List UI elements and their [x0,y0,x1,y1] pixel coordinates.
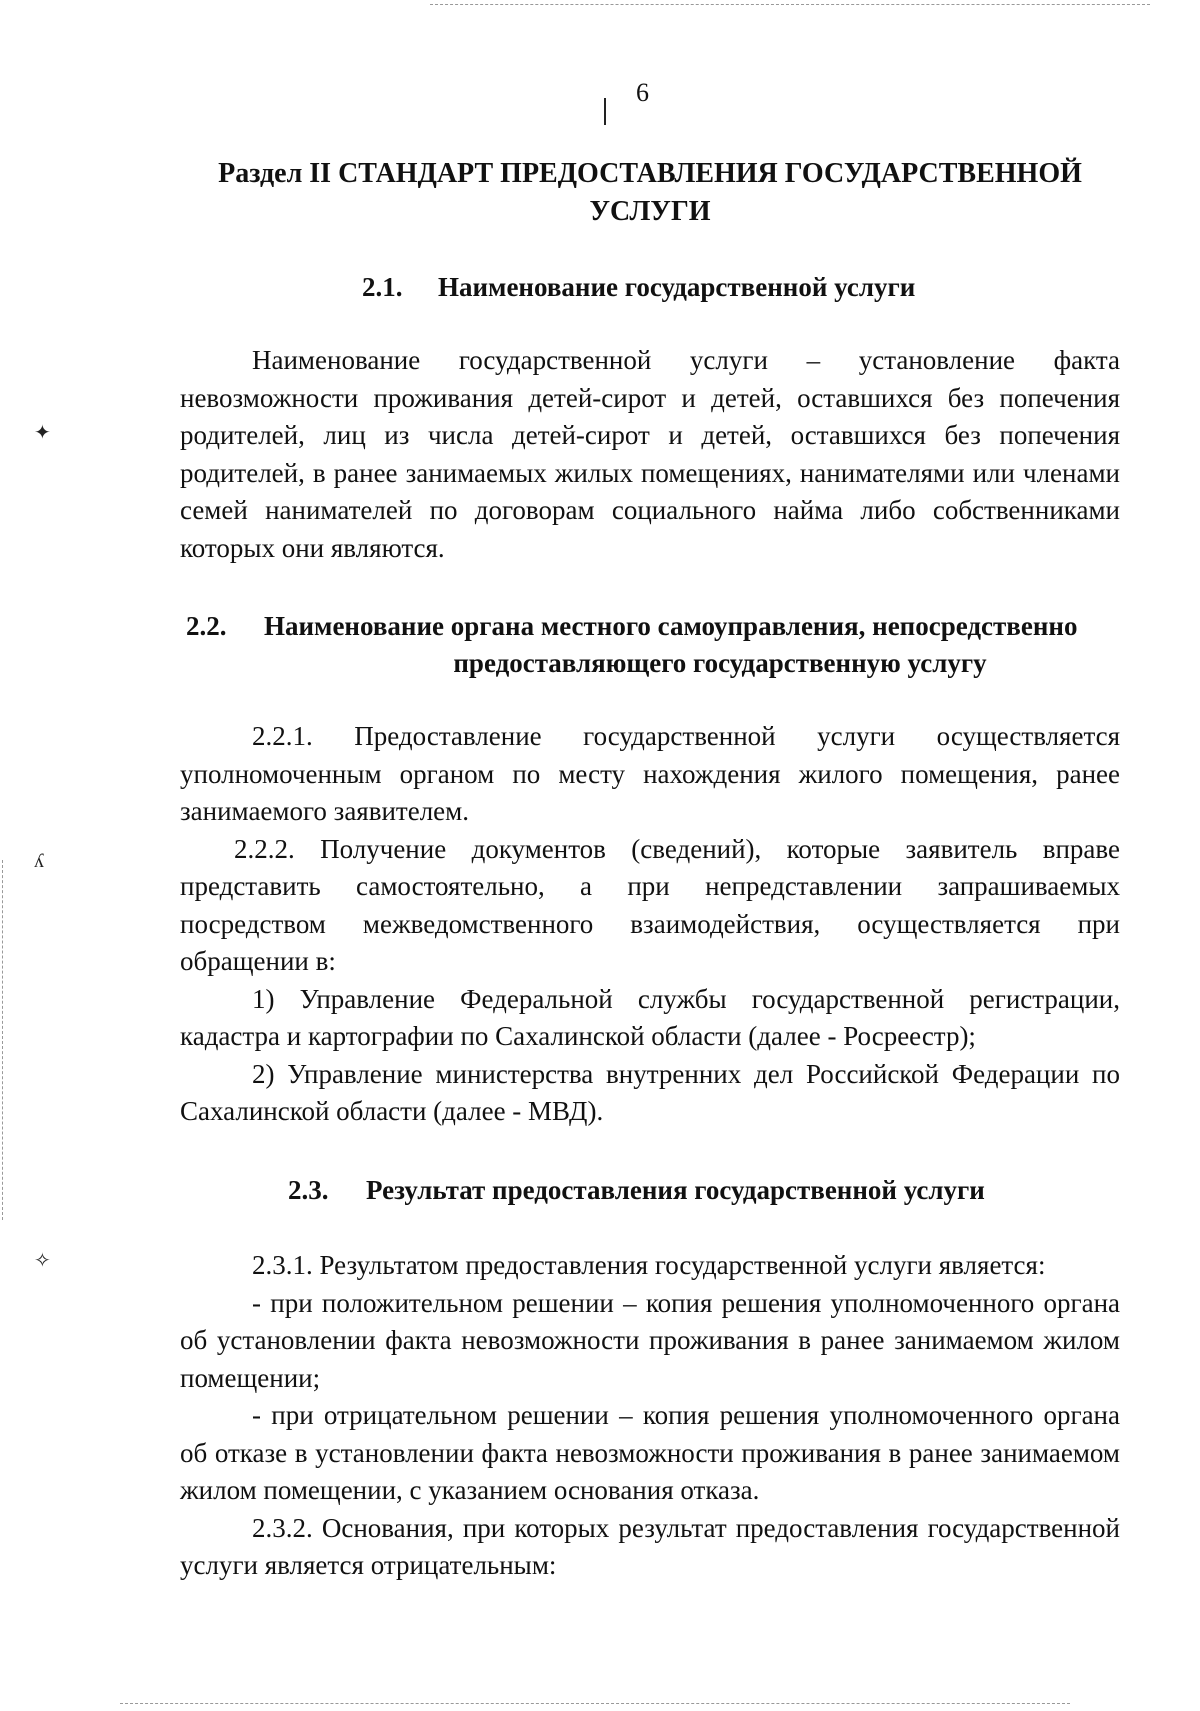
heading-2-2-title-line2: предоставляющего государственную услугу [453,648,987,678]
heading-2-3-title: Результат предоставления государственной услуги [366,1175,985,1205]
paragraph-2-3-4: 2.3.2. Основания, при которых результат предоставления государственной услуги является отрицательным: [180,1512,1120,1580]
heading-2-1-number: 2.1. [362,272,403,302]
paragraph-2-2-1: 2.2.1. Предоставление государственной услуги осуществляется уполномоченным органом по месту нахождения жилого помещения, ранее занимаемого заявителем. [180,721,1120,826]
scan-speck: ✧ [34,1250,51,1272]
scan-speck: ʎ [34,850,44,872]
section-2-2-body [180,718,1120,1131]
heading-2-3-number: 2.3. [288,1175,329,1205]
scan-artifact-left [2,860,4,1220]
paragraph-2-2-3: 1) Управление Федеральной службы государственной регистрации, кадастра и картографии по Сахалинской области (далее - Росреестр); [180,983,1120,1051]
paragraph-2-2-4: 2) Управление министерства внутренних дел Российской Федерации по Сахалинской области (далее - МВД). [180,1058,1120,1126]
paragraph-2-2-2: 2.2.2. Получение документов (сведений), которые заявитель вправе представить самостоятельно, а при непредставлении запрашиваемых посредством межведомственного взаимодействия, осуществляется при обращении в: [180,833,1120,976]
page-mark [604,98,606,125]
section-title-line1: Раздел II СТАНДАРТ ПРЕДОСТАВЛЕНИЯ ГОСУДАРСТВЕННОЙ [218,158,1082,189]
scan-speck: ✦ [34,422,51,444]
section-title [180,155,1120,231]
heading-2-3 [288,1172,985,1209]
scan-artifact-top [430,4,1150,6]
paragraph-2-3-3: - при отрицательном решении – копия решения уполномоченного органа об отказе в установлении факта невозможности проживания в ранее занимаемом жилом помещении, с указанием основания отказа. [180,1400,1120,1505]
section-2-3-body [180,1247,1120,1585]
paragraph-2-3-2: - при положительном решении – копия решения уполномоченного органа об установлении факта невозможности проживания в ранее занимаемом жилом помещении; [180,1287,1120,1393]
heading-2-1 [362,269,915,306]
heading-2-2-number: 2.2. [186,611,227,641]
section-2-1-body [180,342,1120,567]
page-number: 6 [636,78,649,107]
heading-2-1-title: Наименование государственной услуги [438,272,916,302]
scan-artifact-bottom [120,1703,1070,1705]
paragraph-2-3-1: 2.3.1. Результатом предоставления государственной услуги является: [252,1250,1046,1280]
paragraph-2-1: Наименование государственной услуги – установление факта невозможности проживания детей-сирот и детей, оставшихся без попечения родителей, лиц из числа детей-сирот и детей, оставшихся без попечения родителей, в ранее занимаемых жилых помещениях, нанимателями или членами семей нанимателей по договорам социального найма либо собственниками которых они являются. [180,345,1120,563]
section-title-line2: УСЛУГИ [589,196,711,227]
heading-2-2-title-line1: Наименование органа местного самоуправления, непосредственно [264,611,1078,641]
